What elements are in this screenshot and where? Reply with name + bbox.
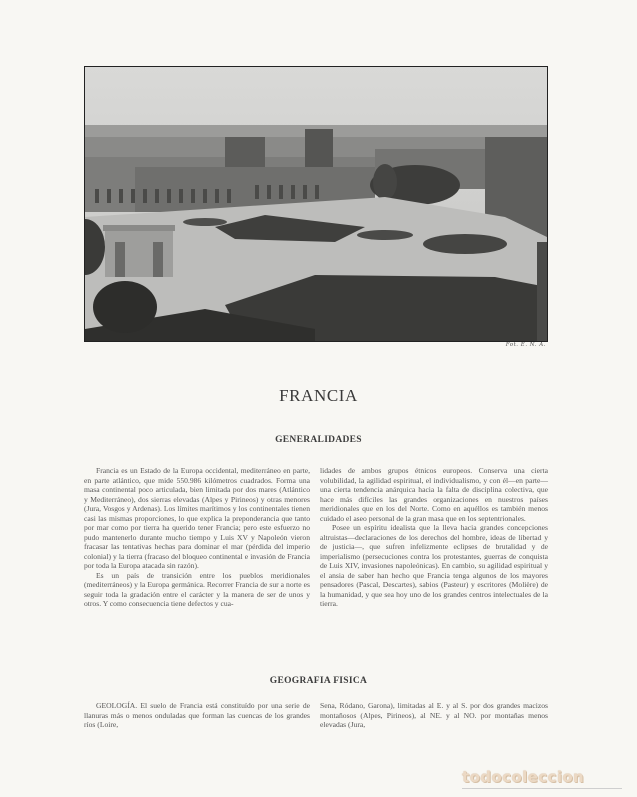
photo-credit: Fot. E. N. A. xyxy=(505,342,546,348)
generalidades-right-column xyxy=(320,466,548,609)
louvre-photograph xyxy=(84,66,548,342)
watermark-logo: todocoleccion xyxy=(462,766,622,789)
paragraph: lidades de ambos grupos étnicos europeos. Conserva una cierta volubilidad, la agilidad espiritual, el individualismo, y con él—en parte—una cierta tendencia anárquica hacia la falta de disciplina colectiva, que hace más difíciles las grandes organizaciones en nuestros países meridionales que en los del Norte. Como en aquéllos es también menos cuidado el aseo personal de la gran masa que en los septentrionales. xyxy=(320,466,548,523)
paragraph: GEOLOGÍA. El suelo de Francia está constituído por una serie de llanuras más o menos onduladas que forman las cuencas de los grandes ríos (Loire, xyxy=(84,701,310,729)
paragraph: Posee un espíritu idealista que la lleva hacia grandes concepciones altruistas—declaraciones de los derechos del hombre, ideas de libertad y de justicia—, que sufren infelizmente eclipses de brutalidad y de imperialismo (persecuciones contra los protestantes, guerras de conquista de Luis XIV, invasiones napoleónicas). En cambio, su agilidad espiritual y el ansia de saber han hecho que Francia tenga algunos de los mayores pensadores (Pascal, Descartes), sabios (Pasteur) y escritores (Molière) de la humanidad, y que sea hoy uno de los grandes centros intelectuales de la tierra. xyxy=(320,523,548,608)
paragraph: Francia es un Estado de la Europa occidental, mediterráneo en parte, en parte atlántico, que mide 550.986 kilómetros cuadrados. Forma una masa continental poco articulada, bien limitada por dos mares (Atlántico y Mediterráneo), dos sierras elevadas (Alpes y Pirineos) y otras menores (Jura, Vosgos y Ardenas). Los límites marítimos y los continentales tienen casi las mismas proporciones, lo que explica la preponderancia que tanto por mar como por tierra ha querido tener Francia; pero este esfuerzo no pudo mantenerlo durante mucho tiempo y Luis XV y Napoleón vieron fracasar las tentativas hechas para dominar el mar (pérdida del imperio colonial) y la tierra (fracaso del bloqueo continental e invasión de Francia por toda la Europa atacada sin razón). xyxy=(84,466,310,570)
geografia-left-column xyxy=(84,701,310,730)
page-title: FRANCIA xyxy=(279,386,358,405)
photo-illustration xyxy=(85,67,547,341)
section-heading-generalidades: GENERALIDADES xyxy=(275,435,362,445)
paragraph: Sena, Ródano, Garona), limitadas al E. y al S. por dos grandes macizos montañosos (Alpes, Pirineos), al NE. y al NO. por montañas menos elevadas (Jura, xyxy=(320,701,548,729)
section-heading-geografia-fisica: GEOGRAFIA FISICA xyxy=(269,676,368,686)
geografia-right-column xyxy=(320,701,548,730)
paragraph: Es un país de transición entre los pueblos meridionales (mediterráneos) y la Europa germánica. Recorrer Francia de sur a norte es seguir toda la gradación entre el carácter y la manera de ser de unos y otros. Y como consecuencia tiene defectos y cua- xyxy=(84,570,310,608)
generalidades-left-column xyxy=(84,466,310,609)
